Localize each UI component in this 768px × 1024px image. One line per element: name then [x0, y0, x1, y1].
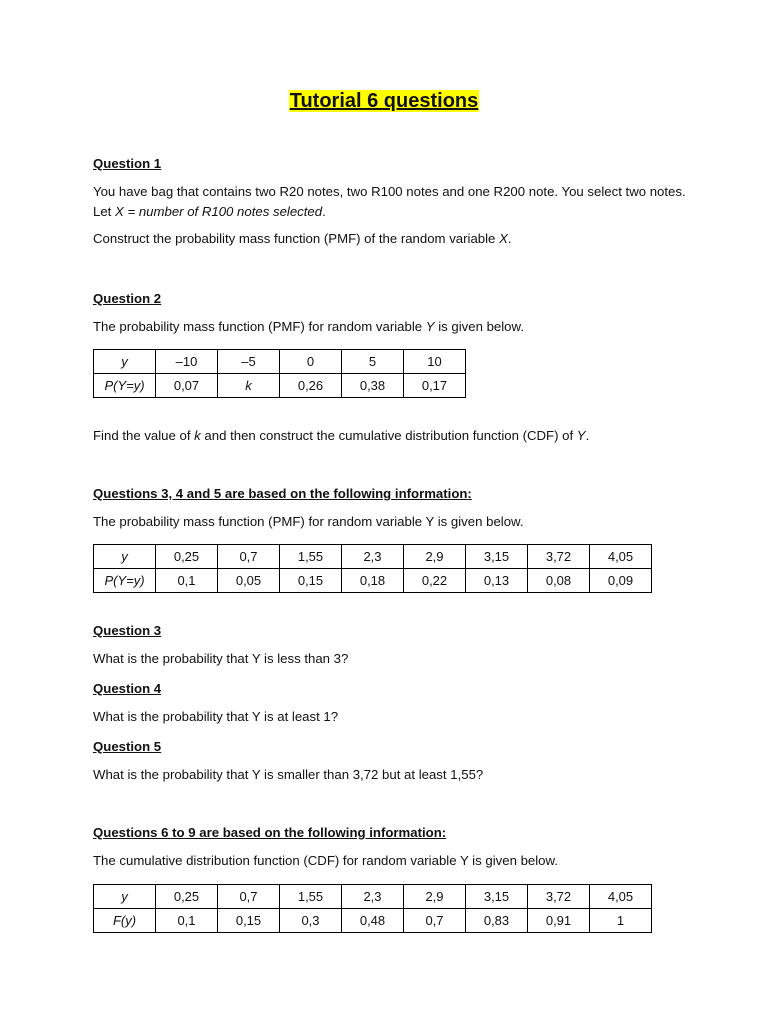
- table-cell: 4,05: [590, 545, 652, 569]
- table-row: [94, 545, 652, 569]
- table-cell: 10: [404, 350, 466, 374]
- table-cell: 3,72: [528, 545, 590, 569]
- table-cell: 0,15: [218, 909, 280, 933]
- question-3-heading: Question 3: [93, 623, 162, 638]
- question-1: [93, 154, 693, 249]
- question-5-text: What is the probability that Y is smaller than 3,72 but at least 1,55?: [93, 766, 484, 782]
- table-cell: 0,26: [280, 374, 342, 398]
- table-cell: 0: [280, 350, 342, 374]
- table-cell: –5: [218, 350, 280, 374]
- question-2-task: Find the value of k and then construct the cumulative distribution function (CDF) of Y.: [93, 428, 590, 443]
- question-1-heading: Question 1: [93, 156, 162, 171]
- question-1-text: You have bag that contains two R20 notes, two R100 notes and one R200 note. You select two notes. Let X = number of R100 notes selected.: [93, 183, 686, 219]
- title-text: Tutorial 6 questions: [289, 90, 479, 112]
- table-cell: 0,22: [404, 569, 466, 593]
- table-cell: 2,9: [404, 545, 466, 569]
- table-cell: 0,3: [280, 909, 342, 933]
- pmf-table-q2: [93, 349, 466, 398]
- questions-3-5-info: [93, 484, 693, 532]
- question-3: [93, 621, 693, 669]
- page-title: [0, 86, 768, 116]
- table-row: [94, 374, 466, 398]
- table-cell: k: [218, 374, 280, 398]
- question-4-heading: Question 4: [93, 681, 162, 696]
- table-cell: 0,48: [342, 909, 404, 933]
- question-2-intro: The probability mass function (PMF) for random variable Y is given below.: [93, 318, 524, 334]
- pmf-table-q3-5: [93, 544, 652, 593]
- cdf-table-q6-9: [93, 884, 652, 933]
- row-label: P(Y=y): [94, 374, 156, 398]
- table-row: [94, 909, 652, 933]
- table-cell: 3,72: [528, 885, 590, 909]
- table-cell: 0,91: [528, 909, 590, 933]
- questions-6-9-info: [93, 823, 693, 871]
- table-cell: 0,05: [218, 569, 280, 593]
- table-cell: 0,18: [342, 569, 404, 593]
- table-cell: 5: [342, 350, 404, 374]
- table-cell: 0,17: [404, 374, 466, 398]
- table-cell: 3,15: [466, 885, 528, 909]
- question-5: [93, 737, 693, 785]
- table-cell: 4,05: [590, 885, 652, 909]
- questions-3-5-intro: The probability mass function (PMF) for random variable Y is given below.: [93, 513, 524, 529]
- table-cell: 0,7: [218, 545, 280, 569]
- table-cell: 2,9: [404, 885, 466, 909]
- row-label: y: [94, 350, 156, 374]
- question-2-heading: Question 2: [93, 291, 162, 306]
- table-cell: 0,09: [590, 569, 652, 593]
- table-row: [94, 350, 466, 374]
- questions-3-5-heading: Questions 3, 4 and 5 are based on the following information:: [93, 486, 472, 501]
- table-cell: 0,25: [156, 885, 218, 909]
- table-row: [94, 569, 652, 593]
- table-cell: 0,13: [466, 569, 528, 593]
- table-cell: 1,55: [280, 885, 342, 909]
- question-2: [93, 289, 693, 337]
- question-3-text: What is the probability that Y is less than 3?: [93, 650, 349, 666]
- table-cell: 0,38: [342, 374, 404, 398]
- table-cell: 1,55: [280, 545, 342, 569]
- question-1-task: Construct the probability mass function (PMF) of the random variable X.: [93, 231, 512, 247]
- table-cell: 0,07: [156, 374, 218, 398]
- row-label: y: [94, 885, 156, 909]
- table-cell: 3,15: [466, 545, 528, 569]
- questions-6-9-intro: The cumulative distribution function (CDF) for random variable Y is given below.: [93, 852, 558, 868]
- table-cell: 0,1: [156, 569, 218, 593]
- table-cell: 0,83: [466, 909, 528, 933]
- table-cell: 0,08: [528, 569, 590, 593]
- question-4: [93, 679, 693, 727]
- table-cell: –10: [156, 350, 218, 374]
- table-cell: 0,1: [156, 909, 218, 933]
- table-cell: 2,3: [342, 885, 404, 909]
- table-cell: 0,7: [218, 885, 280, 909]
- row-label: P(Y=y): [94, 569, 156, 593]
- table-cell: 0,15: [280, 569, 342, 593]
- row-label: y: [94, 545, 156, 569]
- questions-6-9-heading: Questions 6 to 9 are based on the following information:: [93, 825, 447, 840]
- question-4-text: What is the probability that Y is at least 1?: [93, 708, 339, 724]
- table-cell: 1: [590, 909, 652, 933]
- table-cell: 2,3: [342, 545, 404, 569]
- row-label: F(y): [94, 909, 156, 933]
- table-cell: 0,7: [404, 909, 466, 933]
- table-row: [94, 885, 652, 909]
- question-5-heading: Question 5: [93, 739, 162, 754]
- table-cell: 0,25: [156, 545, 218, 569]
